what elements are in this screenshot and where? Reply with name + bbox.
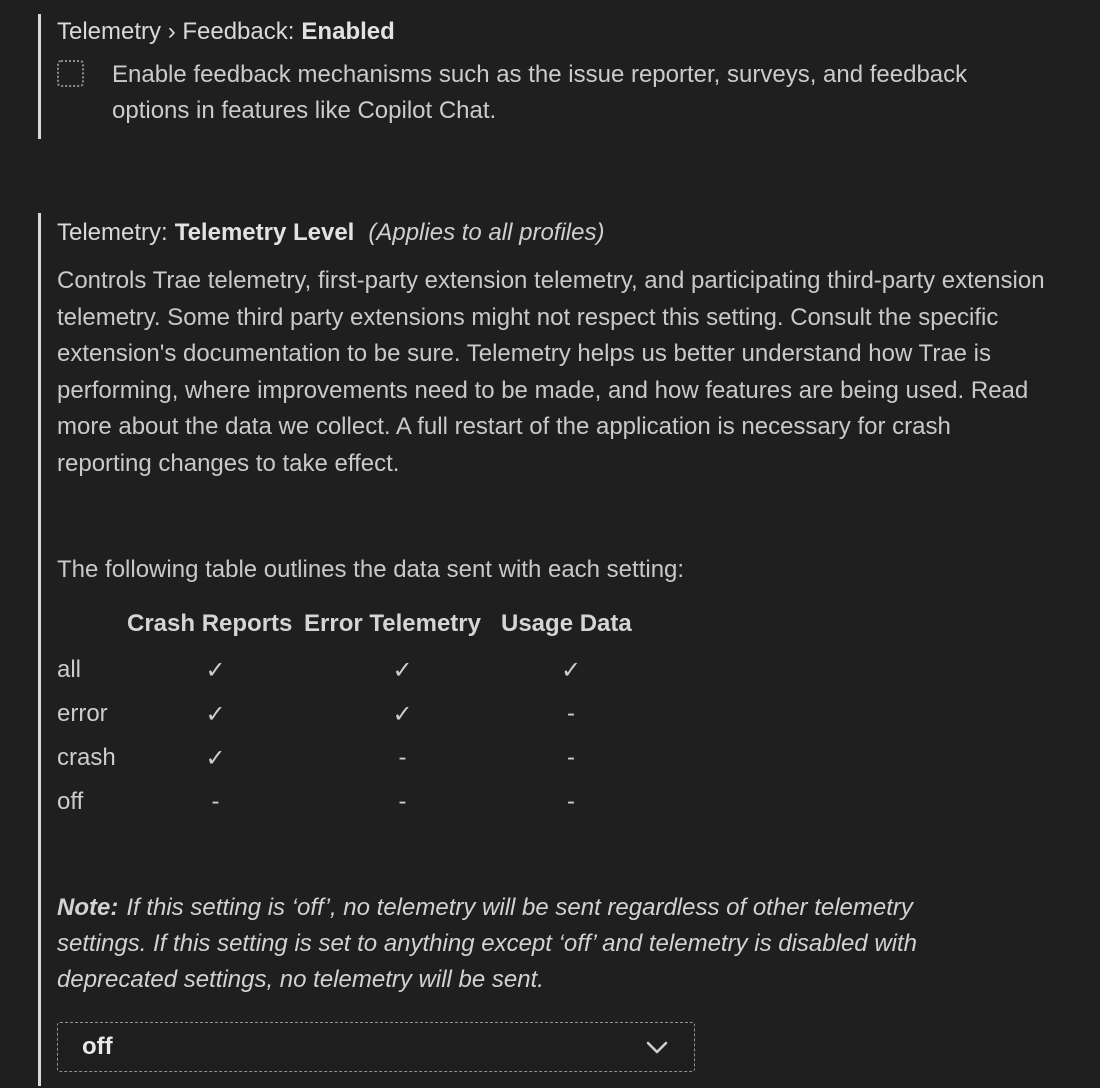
row-label: off (57, 788, 84, 815)
cell-usage-data: - (567, 700, 575, 727)
setting-description: Controls Trae telemetry, first-party extension telemetry, and participating third-party extension telemetry. Some third party extensions might not respect this setting. Consult the specific extension's documentation to be sure. Telemetry helps us better understand how Trae is performing, where improvements need to be made, and how features are being used. Read more about the data we collect. A full restart of the application is necessary for crash reporting changes to take effect. (57, 267, 1045, 477)
setting-name: Enabled (301, 18, 395, 45)
table-intro-text: The following table outlines the data sent with each setting: (57, 556, 685, 583)
row-label: crash (57, 744, 116, 771)
setting-scope-note: (Applies to all profiles) (368, 219, 605, 246)
table-row (57, 736, 641, 780)
setting-telemetry-level-title (57, 218, 1100, 248)
setting-feedback-title (57, 17, 1100, 47)
cell-usage-data: - (567, 788, 575, 815)
note-label: Note: (57, 894, 119, 921)
table-row (57, 692, 641, 736)
cell-crash-reports: - (211, 788, 220, 815)
setting-description: Enable feedback mechanisms such as the issue reporter, surveys, and feedback options in features like Copilot Chat. (112, 61, 968, 124)
setting-category: Telemetry: (57, 219, 168, 246)
table-row (57, 780, 641, 824)
cell-crash-reports: ✓ (205, 700, 226, 728)
setting-note (57, 890, 985, 998)
row-label: all (57, 656, 82, 683)
cell-error-telemetry: ✓ (392, 656, 413, 684)
table-header-row (57, 604, 641, 648)
setting-telemetry-level (38, 213, 1100, 1086)
table-header-empty (57, 604, 127, 648)
cell-crash-reports: ✓ (205, 744, 226, 772)
cell-usage-data: ✓ (560, 656, 582, 684)
table-header-error-telemetry: Error Telemetry (304, 610, 481, 637)
table-header-usage-data: Usage Data (501, 610, 632, 637)
note-text: If this setting is ‘off’, no telemetry will be sent regardless of other telemetry settings. If this setting is set to anything except ‘off’ and telemetry is disabled with deprecated settings, no telemetry will be sent. (57, 894, 918, 993)
dropdown-selected-value: off (82, 1033, 113, 1060)
cell-error-telemetry: ✓ (392, 700, 413, 728)
cell-crash-reports: ✓ (205, 656, 226, 684)
cell-error-telemetry: - (398, 788, 407, 815)
setting-category: Telemetry › Feedback: (57, 18, 295, 45)
setting-feedback-enabled (38, 14, 1100, 139)
row-label: error (57, 700, 108, 727)
table-header-crash-reports: Crash Reports (127, 610, 293, 637)
feedback-enabled-checkbox[interactable] (57, 60, 84, 87)
telemetry-level-dropdown[interactable] (57, 1022, 695, 1072)
setting-name: Telemetry Level (174, 219, 355, 246)
table-row (57, 648, 641, 692)
cell-usage-data: - (567, 744, 575, 771)
chevron-down-icon (646, 1041, 668, 1054)
telemetry-levels-table (57, 604, 641, 824)
cell-error-telemetry: - (398, 744, 407, 771)
